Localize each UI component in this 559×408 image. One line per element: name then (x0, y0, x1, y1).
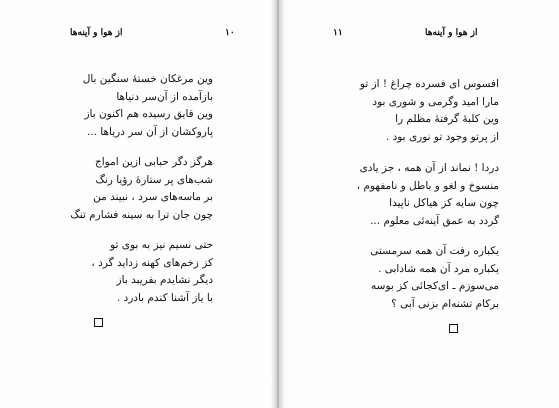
poem-line: پاروکشان از آن سر دریاها ... (86, 125, 213, 138)
end-of-poem-square-icon (449, 324, 458, 333)
poem-line: با یاز آشنا کندم بادرد . (116, 291, 213, 304)
poem-line: هرگز دگر حبابی ازین امواج (94, 156, 213, 168)
poem-line: چون جان ترا به سینه فشارم تنگ (70, 208, 213, 221)
poem-line: یکباره مرد آن همه شادابی . (378, 262, 499, 275)
poem-line: بازآمده از آن‌سر دنیاها (116, 90, 213, 103)
poem-line: می‌سوزم ـ ای‌کجائی کز بوسه (371, 280, 499, 292)
poem-line: وین قایق رسیده هم اکنون باز (84, 108, 213, 120)
book-gutter (271, 0, 285, 408)
poem-line: افسوس ای فسرده چراغ ! از تو (359, 78, 499, 90)
poem-stanza-2 (357, 160, 499, 230)
left-page (0, 0, 271, 408)
poem-line: بر ماسه‌های سرد ، نبیند من (93, 191, 213, 203)
poem-line: منسوخ و لغو و باطل و نامفهوم ، (356, 179, 499, 192)
running-head: از هوا و آینه‌ها (70, 28, 123, 38)
right-page (285, 0, 559, 408)
end-of-poem-square-icon (94, 318, 103, 327)
poem-line: مارا امید وگرمی و شوری بود (372, 95, 499, 108)
poem-line: کز زخم‌های کهنه زداید گرد ، (91, 256, 213, 269)
poem-stanza-2 (70, 154, 213, 224)
poem-line: چون سایه کز هیاکل ناپیدا (389, 197, 499, 209)
poem-line: وین کلبهٔ گرفتهٔ مظلم را (395, 113, 499, 125)
page-number: ۱۱ (333, 28, 343, 38)
poem-stanza-1 (360, 76, 499, 146)
poem-stanza-1 (83, 71, 213, 141)
running-head: از هوا و آینه‌ها (425, 28, 478, 38)
poem-line: حتی نسیم نیز به بوی تو (110, 239, 213, 251)
poem-line: دیگر نشایدم بفریبد باز (116, 274, 213, 286)
poem-line: از پرتو وجود تو نوری بود . (385, 130, 499, 143)
poem-line: شب‌های پر ستارهٔ رؤیا رنگ (95, 173, 213, 186)
poem-line: وین مرغکان خستهٔ سنگین بال (82, 73, 213, 85)
poem-stanza-3 (91, 237, 213, 307)
poem-line: بر‌کام تشنه‌ام بزنی آبی ؟ (391, 297, 499, 310)
poem-stanza-3 (370, 243, 499, 313)
page-number: ۱۰ (225, 28, 235, 38)
poem-line: یکباره رفت آن همه سرمستی (370, 245, 499, 257)
poem-line: گردد به عمق آینه‌ئی معلوم ... (370, 214, 499, 227)
poem-line: دردا ! نماند از آن همه ، جز یادی (359, 162, 499, 174)
